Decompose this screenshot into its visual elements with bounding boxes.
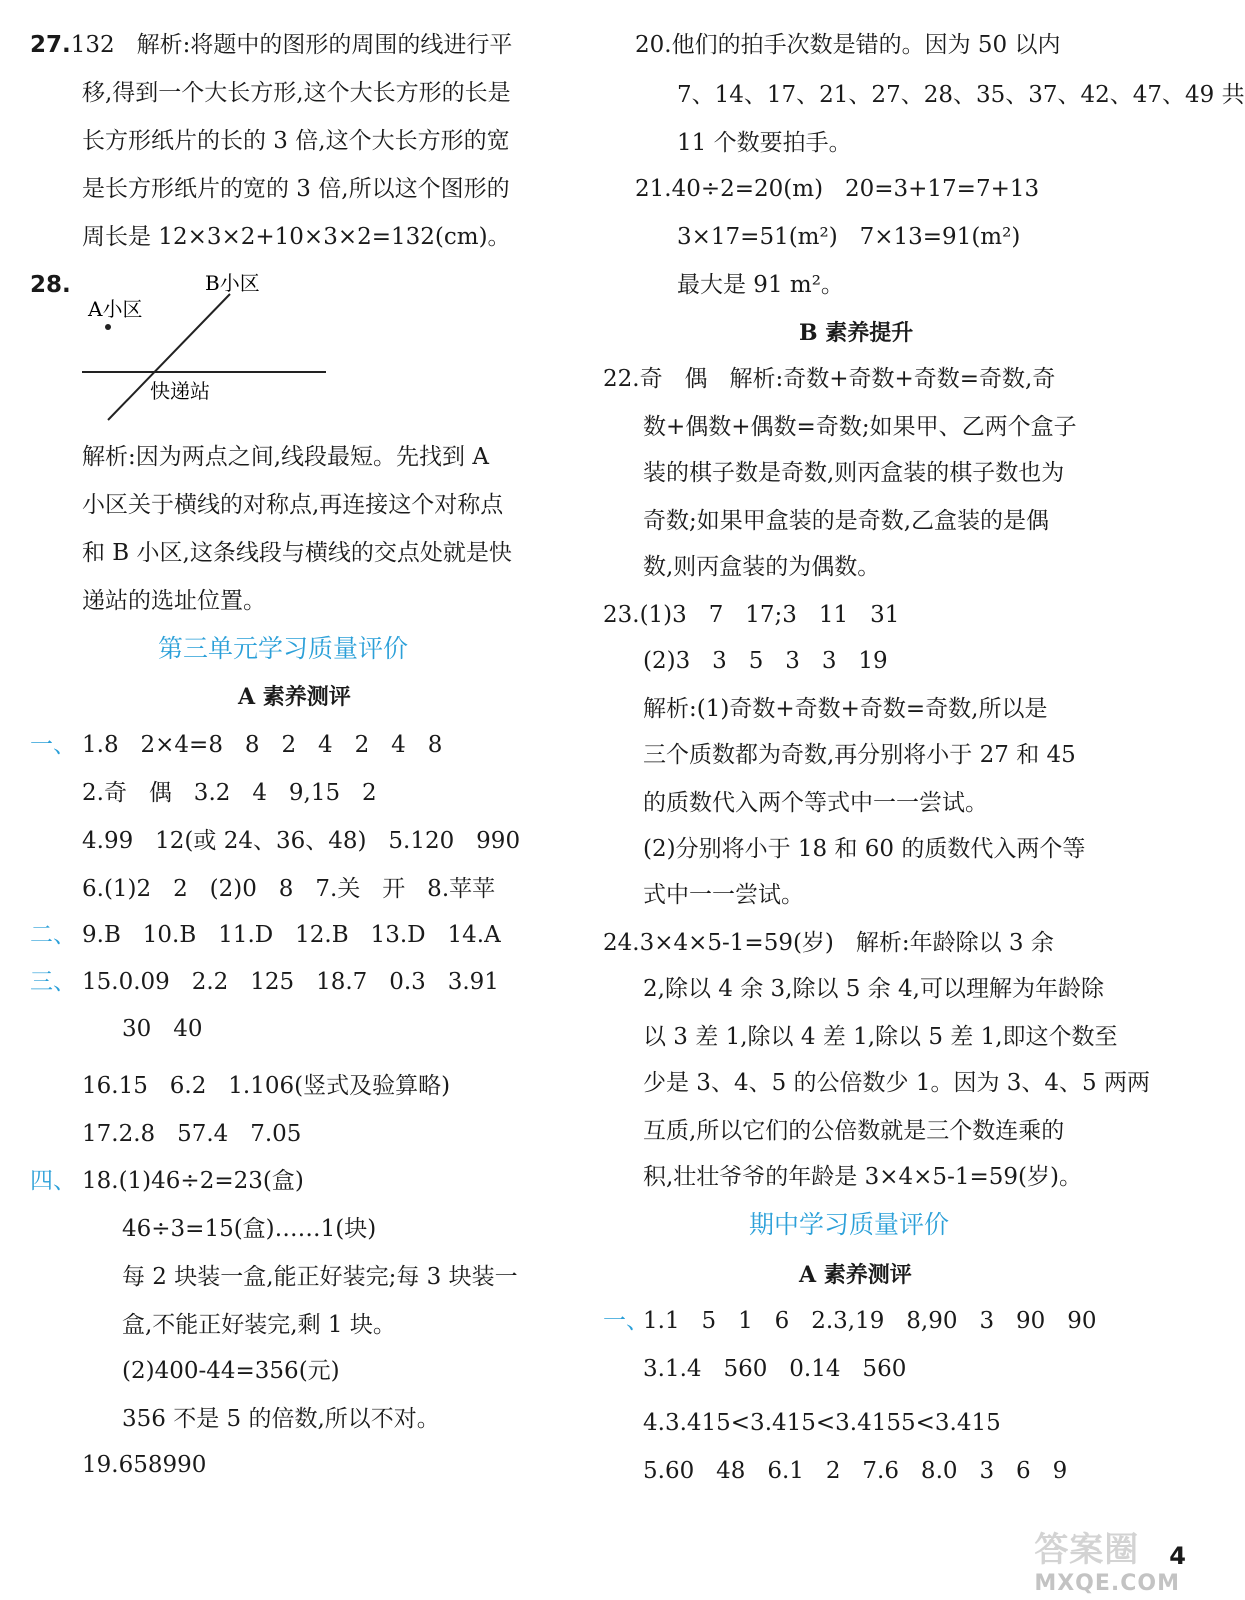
q24-line-1: 24.3×4×5-1=59(岁) 解析:年龄除以 3 余 xyxy=(603,930,1054,956)
midterm-row-3: 4.3.415<3.415<3.4155<3.415 xyxy=(643,1410,1001,1436)
part2-row-1: 9.B 10.B 11.D 12.B 13.D 14.A xyxy=(82,922,501,948)
part4-row-1: 18.(1)46÷2=23(盒) xyxy=(82,1168,304,1194)
q24-line-2: 2,除以 4 余 3,除以 5 余 4,可以理解为年龄除 xyxy=(643,976,1104,1002)
midterm-row-2: 3.1.4 560 0.14 560 xyxy=(643,1356,907,1382)
part4-row-6: 356 不是 5 的倍数,所以不对。 xyxy=(122,1406,440,1432)
q28-line-2: 小区关于横线的对称点,再连接这个对称点 xyxy=(82,492,504,518)
q23-line-6: (2)分别将小于 18 和 60 的质数代入两个等 xyxy=(643,836,1086,862)
midterm-row-1: 1.1 5 1 6 2.3,19 8,90 3 90 90 xyxy=(643,1308,1097,1334)
part4-row-4: 盒,不能正好装完,剩 1 块。 xyxy=(122,1312,396,1338)
q24-line-3: 以 3 差 1,除以 4 差 1,除以 5 差 1,即这个数至 xyxy=(643,1024,1118,1050)
q23-line-3: 解析:(1)奇数+奇数+奇数=奇数,所以是 xyxy=(643,696,1048,722)
part1-row-4: 6.(1)2 2 (2)0 8 7.关 开 8.苹苹 xyxy=(82,876,496,902)
q28-number: 28. xyxy=(30,272,71,298)
q27-line-5: 周长是 12×3×2+10×3×2=132(cm)。 xyxy=(82,224,511,250)
q20-line-2: 7、14、17、21、27、28、35、37、42、47、49 共 xyxy=(677,82,1245,108)
q22-line-1: 22.奇 偶 解析:奇数+奇数+奇数=奇数,奇 xyxy=(603,366,1056,392)
q20-line-3: 11 个数要拍手。 xyxy=(677,130,852,156)
section-title-unit3: 第三单元学习质量评价 xyxy=(158,634,409,663)
part3-row-2: 30 40 xyxy=(122,1016,203,1042)
subtitle-midterm-a-test: A 素养测评 xyxy=(799,1262,912,1288)
q23-line-2: (2)3 3 5 3 3 19 xyxy=(643,648,888,674)
subtitle-a-test: A 素养测评 xyxy=(238,684,351,710)
part3-row-3: 16.15 6.2 1.106(竖式及验算略) xyxy=(82,1073,451,1099)
part4-row-2: 46÷3=15(盒)……1(块) xyxy=(122,1216,377,1242)
part3-row-1: 15.0.09 2.2 125 18.7 0.3 3.91 xyxy=(82,969,499,995)
q21-line-2: 3×17=51(m²) 7×13=91(m²) xyxy=(677,224,1021,250)
q27-line-2: 移,得到一个大长方形,这个大长方形的长是 xyxy=(82,80,511,106)
q28-line-4: 递站的选址位置。 xyxy=(82,588,266,614)
q20-line-1: 20.他们的拍手次数是错的。因为 50 以内 xyxy=(635,32,1061,58)
part4-row-3: 每 2 块装一盒,能正好装完;每 3 块装一 xyxy=(122,1264,518,1290)
point-a xyxy=(105,324,111,330)
q23-line-7: 式中一一尝试。 xyxy=(643,882,804,908)
watermark-top: 答案圈 xyxy=(1034,1530,1140,1570)
q28-line-1: 解析:因为两点之间,线段最短。先找到 A xyxy=(82,444,489,470)
page-number: 4 xyxy=(1169,1542,1186,1570)
q22-line-3: 装的棋子数是奇数,则丙盒装的棋子数也为 xyxy=(643,460,1065,486)
q22-line-5: 数,则丙盒装的为偶数。 xyxy=(643,554,881,580)
midterm-part1-mark: 一、 xyxy=(603,1308,649,1334)
q22-line-2: 数+偶数+偶数=奇数;如果甲、乙两个盒子 xyxy=(643,414,1077,440)
label-station: 快递站 xyxy=(150,379,210,403)
q21-line-1: 21.40÷2=20(m) 20=3+17=7+13 xyxy=(635,176,1040,202)
part1-row-3: 4.99 12(或 24、36、48) 5.120 990 xyxy=(82,828,521,854)
q23-line-1: 23.(1)3 7 17;3 11 31 xyxy=(603,602,900,628)
q27-line-4: 是长方形纸片的宽的 3 倍,所以这个图形的 xyxy=(82,176,510,202)
part4-row-7: 19.658990 xyxy=(82,1452,207,1478)
part2-mark: 二、 xyxy=(30,922,76,948)
q27-line-3: 长方形纸片的长的 3 倍,这个大长方形的宽 xyxy=(82,128,510,154)
section-title-midterm: 期中学习质量评价 xyxy=(749,1210,950,1239)
part1-mark: 一、 xyxy=(30,732,76,758)
q28-line-3: 和 B 小区,这条线段与横线的交点处就是快 xyxy=(82,540,512,566)
q21-line-3: 最大是 91 m²。 xyxy=(677,272,844,298)
q24-line-5: 互质,所以它们的公倍数就是三个数连乘的 xyxy=(643,1118,1065,1144)
label-b-district: B小区 xyxy=(205,271,260,295)
q23-line-4: 三个质数都为奇数,再分别将小于 27 和 45 xyxy=(643,742,1076,768)
watermark-logo xyxy=(1034,1522,1180,1596)
subtitle-b-improve: B 素养提升 xyxy=(799,320,914,346)
q27-line-1: 27.132 解析:将题中的图形的周围的线进行平 xyxy=(30,32,513,58)
express-station-diagram xyxy=(80,268,340,428)
q23-line-5: 的质数代入两个等式中一一尝试。 xyxy=(643,790,988,816)
midterm-row-4: 5.60 48 6.1 2 7.6 8.0 3 6 9 xyxy=(643,1458,1068,1484)
label-a-district: A小区 xyxy=(88,297,143,321)
q22-line-4: 奇数;如果甲盒装的是奇数,乙盒装的是偶 xyxy=(643,508,1050,534)
watermark-bottom: MXQE.COM xyxy=(1034,1571,1180,1596)
q24-line-6: 积,壮壮爷爷的年龄是 3×4×5-1=59(岁)。 xyxy=(643,1164,1082,1190)
part3-mark: 三、 xyxy=(30,969,76,995)
q24-line-4: 少是 3、4、5 的公倍数少 1。因为 3、4、5 两两 xyxy=(643,1070,1150,1096)
part4-mark: 四、 xyxy=(30,1168,76,1194)
part4-row-5: (2)400-44=356(元) xyxy=(122,1358,340,1384)
part1-row-1: 1.8 2×4=8 8 2 4 2 4 8 xyxy=(82,732,443,758)
part1-row-2: 2.奇 偶 3.2 4 9,15 2 xyxy=(82,780,377,806)
part3-row-4: 17.2.8 57.4 7.05 xyxy=(82,1121,302,1147)
